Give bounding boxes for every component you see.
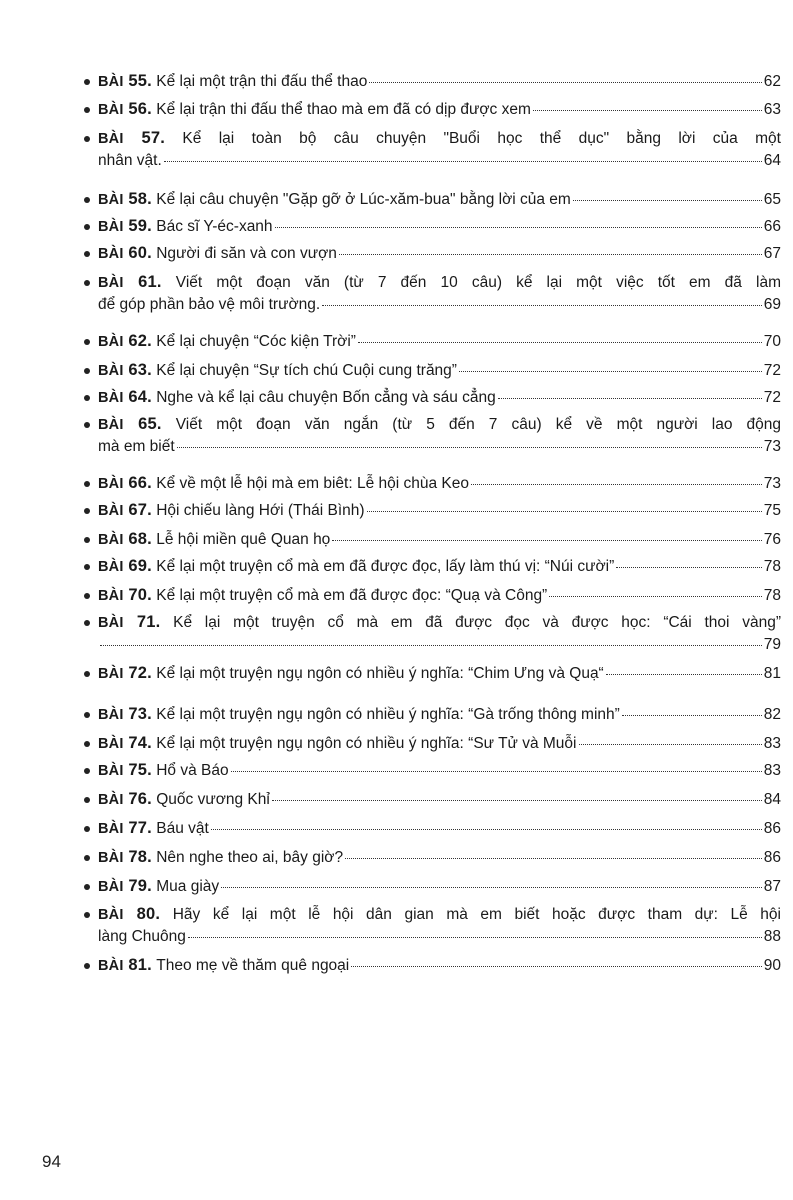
lesson-page-number: 69 [763,296,781,313]
lesson-label: BÀI [98,102,124,118]
toc-entry-line [98,386,781,409]
lesson-page-number: 72 [763,389,781,406]
dot-leader [275,227,762,228]
toc-entry[interactable] [84,611,781,656]
toc-entry[interactable] [84,903,781,948]
lesson-number [98,703,152,726]
toc-entry-line [98,188,781,211]
lesson-title: Lễ hội miền quê Quan họ [156,531,331,548]
lesson-title: Bác sĩ Y-éc-xanh [156,218,273,235]
toc-entry[interactable] [84,555,781,578]
lesson-number [98,242,152,265]
bullet-icon [84,712,90,718]
lesson-number [98,129,165,147]
lesson-label: BÀI [98,615,124,631]
bullet-icon [84,251,90,257]
toc-entry[interactable] [84,817,781,840]
lesson-label: BÀI [98,417,124,433]
toc-entry[interactable] [84,359,781,382]
lesson-page-number: 90 [763,957,781,974]
lesson-number-value: 81. [128,956,152,974]
toc-entry-line [98,499,781,522]
lesson-label: BÀI [98,246,124,262]
toc-entry-line [98,846,781,869]
bullet-icon [84,912,90,918]
bullet-icon [84,768,90,774]
lesson-label: BÀI [98,476,124,492]
bullet-icon [84,564,90,570]
lesson-number-value: 67. [128,501,152,519]
lesson-label: BÀI [98,879,124,895]
lesson-page-number: 83 [763,762,781,779]
lesson-page-number: 70 [763,333,781,350]
lesson-title: Hội chiếu làng Hới (Thái Bình) [156,502,365,519]
toc-entry-line [98,70,781,93]
lesson-title-continued: để góp phần bảo vệ môi trường. [98,296,321,313]
lesson-label: BÀI [98,219,124,235]
toc-entry-line [98,242,781,265]
dot-leader [164,161,762,162]
toc-entry-line [98,875,781,898]
page-number: 94 [42,1152,61,1171]
lesson-number [98,215,152,238]
lesson-title: Kể lại một truyện cổ mà em đã được đọc và được học: “Cái thoi vàng” [173,614,781,631]
toc-entry[interactable] [84,846,781,869]
lesson-page-number: 84 [763,791,781,808]
lesson-title: Quốc vương Khỉ [156,791,270,808]
lesson-number [98,70,152,93]
lesson-label: BÀI [98,850,124,866]
lesson-page-number: 81 [763,665,781,682]
lesson-page-number: 62 [763,73,781,90]
lesson-number-value: 73. [128,705,152,723]
lesson-title: Mua giày [156,878,220,895]
lesson-number-value: 76. [128,790,152,808]
bullet-icon [84,963,90,969]
lesson-number [98,188,152,211]
lesson-number-value: 65. [138,415,162,433]
toc-entry-line-continued [98,436,781,458]
lesson-page-number: 75 [763,502,781,519]
lesson-title: Hổ và Báo [156,762,229,779]
dot-leader [221,887,762,888]
lesson-number-value: 66. [128,474,152,492]
toc-entry-line [98,98,781,121]
lesson-number-value: 71. [136,613,161,631]
bullet-icon [84,107,90,113]
lesson-page-number: 73 [763,438,781,455]
lesson-number [98,613,160,631]
bullet-icon [84,136,90,142]
bullet-icon [84,197,90,203]
lesson-page-number: 72 [763,362,781,379]
toc-entry-line [98,472,781,495]
bullet-icon [84,481,90,487]
toc-entry[interactable] [84,386,781,409]
bullet-icon [84,395,90,401]
lesson-title: Kể lại một truyện ngụ ngôn có nhiều ý nghĩa: “Chim Ưng và Quạ“ [156,665,604,682]
lesson-number [98,905,160,923]
table-of-contents [84,70,781,977]
lesson-page-number: 78 [763,558,781,575]
lesson-number [98,555,152,578]
lesson-page-number: 67 [763,245,781,262]
lesson-title: Kể lại một truyện cổ mà em đã được đọc, lấy làm thú vị: “Núi cười” [156,558,615,575]
lesson-number-value: 69. [128,557,152,575]
toc-entry[interactable] [84,499,781,522]
lesson-number [98,875,152,898]
lesson-title: Hãy kể lại một lễ hội dân gian mà em biết hoặc được tham dự: Lễ hội [172,906,781,923]
lesson-label: BÀI [98,334,124,350]
toc-entry-line [98,359,781,382]
lesson-page-number: 65 [763,191,781,208]
lesson-title: Kể lại một trận thi đấu thể thao [156,73,368,90]
lesson-page-number: 78 [763,587,781,604]
lesson-label: BÀI [98,907,124,923]
toc-entry-line [98,788,781,811]
lesson-title: Nên nghe theo ai, bây giờ? [156,849,344,866]
lesson-number [98,954,152,977]
bullet-icon [84,224,90,230]
lesson-page-number: 83 [763,735,781,752]
lesson-title: Nghe và kể lại câu chuyện Bốn cẳng và sáu cẳng [156,389,496,406]
lesson-number [98,846,152,869]
toc-entry[interactable] [84,98,781,121]
dot-leader [177,447,762,448]
lesson-page-number: 76 [763,531,781,548]
dot-leader [332,540,761,541]
lesson-label: BÀI [98,763,124,779]
lesson-number-value: 59. [128,217,152,235]
lesson-title: Kể về một lễ hội mà em biêt: Lễ hội chùa Keo [156,475,469,492]
toc-entry-line-continued [98,926,781,948]
toc-entry-line [98,817,781,840]
lesson-number-value: 70. [128,586,152,604]
toc-entry-line [98,732,781,755]
dot-leader [573,200,762,201]
dot-leader [231,771,762,772]
bullet-icon [84,620,90,626]
lesson-label: BÀI [98,74,124,90]
lesson-number-value: 74. [128,734,152,752]
dot-leader [367,511,762,512]
toc-entry-line [98,413,781,436]
toc-entry[interactable] [84,662,781,685]
dot-leader [579,744,762,745]
lesson-number-value: 55. [128,72,152,90]
bullet-icon [84,79,90,85]
lesson-title-continued: làng Chuông [98,928,186,945]
lesson-label: BÀI [98,792,124,808]
dot-leader [322,305,762,306]
lesson-label: BÀI [98,588,124,604]
lesson-title: Viết một đoạn văn ngắn (từ 5 đến 7 câu) kể về một người lao động [175,416,781,433]
lesson-label: BÀI [98,503,124,519]
bullet-icon [84,593,90,599]
lesson-number-value: 58. [128,190,152,208]
dot-leader [272,800,762,801]
lesson-title: Người đi săn và con vượn [156,245,337,262]
toc-entry-line [98,127,781,150]
lesson-number-value: 68. [128,530,152,548]
toc-entry-line [98,703,781,726]
lesson-number-value: 72. [128,664,152,682]
lesson-page-number: 88 [763,928,781,945]
dot-leader [358,342,762,343]
bullet-icon [84,422,90,428]
lesson-number [98,788,152,811]
toc-entry[interactable] [84,413,781,458]
toc-entry[interactable] [84,70,781,93]
toc-entry-line [98,215,781,238]
toc-entry-line [98,584,781,607]
toc-entry[interactable] [84,188,781,211]
lesson-title: Kể lại một truyện cổ mà em đã được đọc: “Quạ và Công” [156,587,548,604]
bullet-icon [84,797,90,803]
toc-entry[interactable] [84,215,781,238]
dot-leader [345,858,762,859]
dot-leader [188,937,762,938]
toc-entry-line [98,330,781,353]
lesson-number [98,415,162,433]
dot-leader [622,715,762,716]
bullet-icon [84,537,90,543]
lesson-page-number: 86 [763,820,781,837]
lesson-title: Kể lại trận thi đấu thể thao mà em đã có dịp được xem [156,101,531,118]
lesson-title-continued: mà em biết [98,438,175,455]
lesson-title: Viết một đoạn văn (từ 7 đến 10 câu) kể lại một việc tốt em đã làm [175,274,781,291]
dot-leader [369,82,761,83]
dot-leader [471,484,762,485]
lesson-page-number: 87 [763,878,781,895]
lesson-number-value: 79. [128,877,152,895]
lesson-number-value: 78. [128,848,152,866]
toc-entry[interactable] [84,127,781,172]
dot-leader [459,371,762,372]
lesson-label: BÀI [98,532,124,548]
dot-leader [100,645,762,646]
dot-leader [211,829,762,830]
lesson-number [98,732,152,755]
lesson-label: BÀI [98,192,124,208]
toc-entry-line [98,662,781,685]
lesson-number [98,359,152,382]
bullet-icon [84,884,90,890]
dot-leader [339,254,762,255]
lesson-number-value: 63. [128,361,152,379]
lesson-title: Kể lại chuyện “Cóc kiện Trời” [156,333,356,350]
toc-entry-line [98,759,781,782]
toc-entry-line [98,555,781,578]
lesson-page-number: 66 [763,218,781,235]
lesson-number [98,759,152,782]
toc-entry-line [98,611,781,634]
lesson-number [98,528,152,551]
toc-entry[interactable] [84,703,781,726]
lesson-title: Kể lại câu chuyện "Gặp gỡ ở Lúc-xăm-bua" bằng lời của em [156,191,571,208]
bullet-icon [84,339,90,345]
lesson-number-value: 57. [141,129,165,147]
bullet-icon [84,671,90,677]
lesson-title: Kể lại chuyện “Sự tích chú Cuội cung trăng” [156,362,457,379]
dot-leader [498,398,762,399]
toc-entry[interactable] [84,330,781,353]
bullet-icon [84,741,90,747]
toc-entry-line-continued [98,634,781,656]
lesson-number-value: 62. [128,332,152,350]
dot-leader [616,567,762,568]
toc-entry[interactable] [84,242,781,265]
lesson-number [98,386,152,409]
lesson-number-value: 60. [128,244,152,262]
bullet-icon [84,280,90,286]
lesson-title: Theo mẹ về thăm quê ngoại [156,957,350,974]
lesson-number [98,98,152,121]
toc-entry-line [98,271,781,294]
toc-entry[interactable] [84,788,781,811]
lesson-number-value: 64. [128,388,152,406]
toc-entry-line-continued [98,150,781,172]
toc-entry-line-continued [98,294,781,316]
lesson-number [98,330,152,353]
toc-entry[interactable] [84,875,781,898]
lesson-title: Báu vật [156,820,209,837]
toc-entry-line [98,903,781,926]
lesson-title: Kể lại một truyện ngụ ngôn có nhiều ý nghĩa: “Sư Tử và Muỗi [156,735,577,752]
toc-entry-line [98,954,781,977]
lesson-page-number: 73 [763,475,781,492]
dot-leader [533,110,762,111]
lesson-label: BÀI [98,363,124,379]
toc-entry[interactable] [84,732,781,755]
lesson-page-number: 64 [763,152,781,169]
toc-entry[interactable] [84,472,781,495]
lesson-page-number: 82 [763,706,781,723]
toc-entry[interactable] [84,954,781,977]
bullet-icon [84,368,90,374]
toc-entry[interactable] [84,759,781,782]
lesson-label: BÀI [98,821,124,837]
lesson-label: BÀI [98,666,124,682]
lesson-label: BÀI [98,390,124,406]
lesson-page-number: 63 [763,101,781,118]
lesson-number [98,817,152,840]
lesson-number-value: 56. [128,100,152,118]
toc-entry[interactable] [84,271,781,316]
lesson-label: BÀI [98,275,124,291]
dot-leader [351,966,762,967]
lesson-number [98,662,152,685]
lesson-label: BÀI [98,958,124,974]
lesson-title-continued: nhân vật. [98,152,162,169]
lesson-number-value: 77. [128,819,152,837]
lesson-page-number: 86 [763,849,781,866]
toc-entry[interactable] [84,584,781,607]
lesson-label: BÀI [98,736,124,752]
lesson-number-value: 75. [128,761,152,779]
lesson-number [98,472,152,495]
lesson-number-value: 80. [136,905,161,923]
lesson-number-value: 61. [138,273,162,291]
lesson-number [98,273,162,291]
bullet-icon [84,508,90,514]
bullet-icon [84,855,90,861]
lesson-title: Kể lại một truyện ngụ ngôn có nhiều ý nghĩa: “Gà trống thông minh” [156,706,620,723]
toc-entry-line [98,528,781,551]
lesson-number [98,499,152,522]
toc-entry[interactable] [84,528,781,551]
lesson-number [98,584,152,607]
dot-leader [549,596,762,597]
bullet-icon [84,826,90,832]
lesson-page-number: 79 [763,636,781,653]
lesson-label: BÀI [98,707,124,723]
lesson-title: Kể lại toàn bộ câu chuyện "Buổi học thể dục" bằng lời của một [182,130,781,147]
lesson-label: BÀI [98,131,124,147]
lesson-label: BÀI [98,559,124,575]
dot-leader [606,674,762,675]
